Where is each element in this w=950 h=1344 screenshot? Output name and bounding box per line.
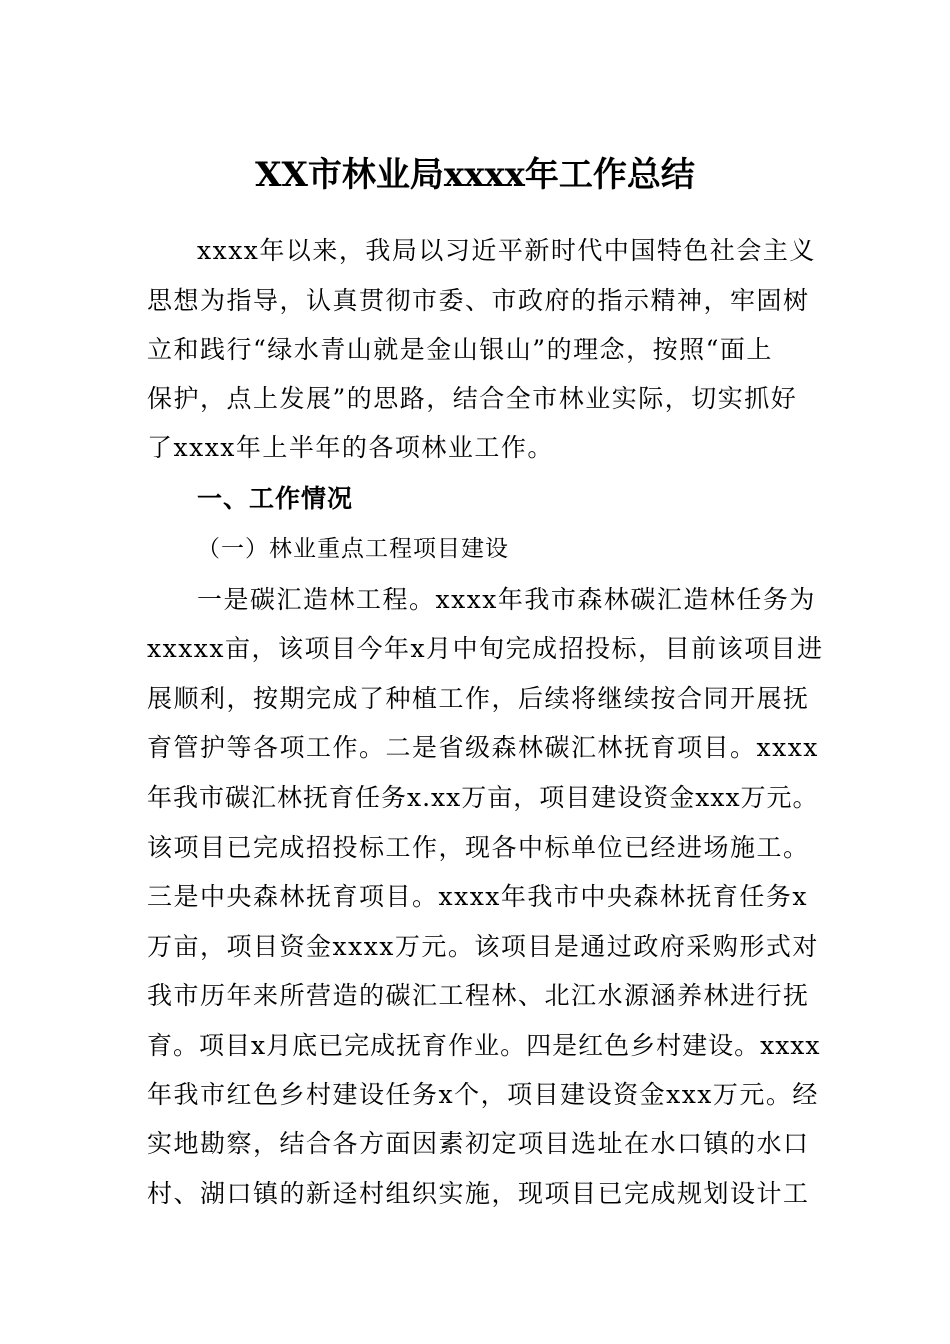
paragraph-line: 万亩，项目资金xxxx万元。该项目是通过政府采购形式对 <box>147 932 819 961</box>
paragraph-line: 三是中央森林抚育项目。xxxx年我市中央森林抚育任务x <box>147 882 808 911</box>
subsection-heading: （一）林业重点工程项目建设 <box>197 536 509 562</box>
paragraph-line: xxxx年以来，我局以习近平新时代中国特色社会主义 <box>197 236 816 265</box>
paragraph-line: 年我市碳汇林抚育任务x.xx万亩，项目建设资金xxx万元。 <box>147 783 819 812</box>
paragraph-line: 思想为指导，认真贯彻市委、市政府的指示精神，牢固树 <box>147 286 810 315</box>
document-title: XX市林业局xxxx年工作总结 <box>255 155 695 195</box>
paragraph-line: 年我市红色乡村建设任务x个，项目建设资金xxx万元。经 <box>147 1080 819 1109</box>
paragraph-line: 育管护等各项工作。二是省级森林碳汇林抚育项目。xxxx <box>147 733 819 762</box>
paragraph-line: 该项目已完成招投标工作，现各中标单位已经进场施工。 <box>147 833 810 862</box>
paragraph-line: 了xxxx年上半年的各项林业工作。 <box>147 433 554 462</box>
section-heading: 一、工作情况 <box>197 484 354 513</box>
paragraph-line: 展顺利，按期完成了种植工作，后续将继续按合同开展抚 <box>147 684 810 713</box>
paragraph-line: xxxxx亩，该项目今年x月中旬完成招投标，目前该项目进 <box>147 634 824 663</box>
paragraph-line: 育。项目x月底已完成抚育作业。四是红色乡村建设。xxxx <box>147 1031 821 1060</box>
paragraph-line: 一是碳汇造林工程。xxxx年我市森林碳汇造林任务为 <box>197 585 816 614</box>
paragraph-line: 村、湖口镇的新迳村组织实施，现项目已完成规划设计工 <box>147 1179 810 1208</box>
paragraph-line: 保护，点上发展”的思路，结合全市林业实际，切实抓好 <box>147 384 798 413</box>
paragraph-line: 我市历年来所营造的碳汇工程林、北江水源涵养林进行抚 <box>147 981 810 1010</box>
paragraph-line: 实地勘察，结合各方面因素初定项目选址在水口镇的水口 <box>147 1129 810 1158</box>
paragraph-line: 立和践行“绿水青山就是金山银山”的理念，按照“面上 <box>147 335 773 364</box>
